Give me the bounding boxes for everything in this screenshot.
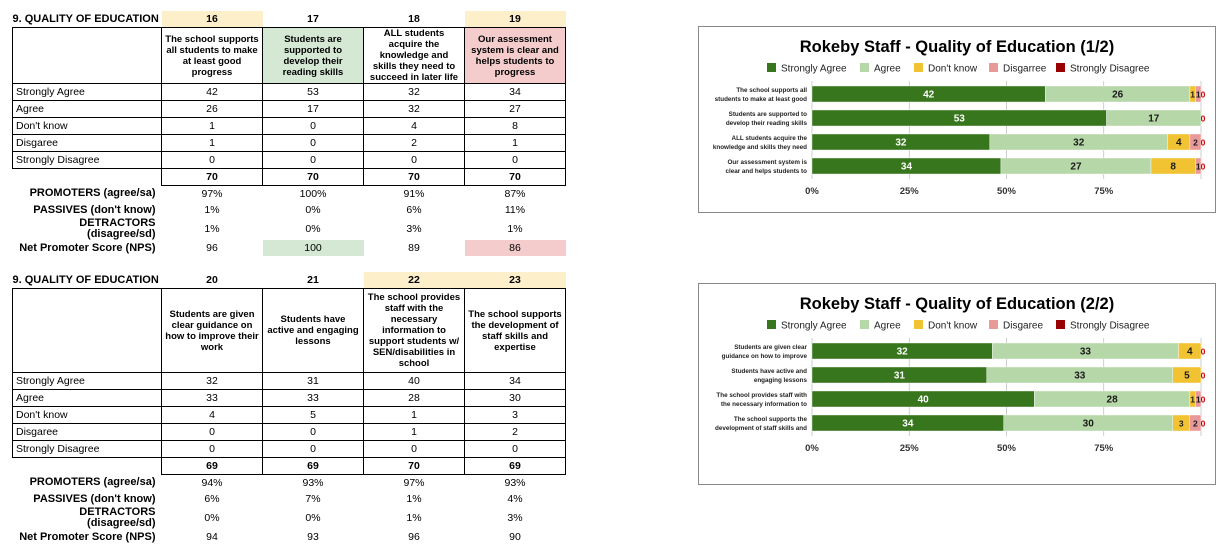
stat-cell: 93%: [302, 476, 324, 489]
row-label: Strongly Agree: [13, 84, 162, 101]
table-cell: 1: [162, 135, 263, 152]
table-cell: 0: [162, 152, 263, 169]
stat-cell: 7%: [305, 492, 321, 505]
stat-cell: 94%: [201, 476, 223, 489]
table-cell: 1: [364, 424, 465, 441]
table-cell: 2: [465, 424, 566, 441]
blank-header: [13, 28, 162, 84]
total-cell: 70: [465, 169, 566, 186]
category-label: Students are given clear: [734, 344, 807, 351]
category-label: develop their reading skills: [725, 120, 807, 127]
question-header: Students are given clear guidance on how to improve their work: [162, 289, 263, 373]
data-label: 0: [1200, 370, 1206, 381]
category-label: The school supports the: [733, 416, 807, 423]
legend-label: Don't know: [928, 63, 978, 75]
legend-swatch: [989, 320, 998, 329]
data-label: 2: [1193, 137, 1198, 148]
table-cell: 32: [364, 84, 465, 101]
data-label: 33: [1079, 346, 1091, 358]
data-label: 1: [1195, 89, 1201, 100]
question-number: 21: [307, 273, 319, 286]
legend-label: Agree: [874, 63, 901, 75]
stat-cell: 0%: [204, 511, 220, 524]
table-cell: 17: [263, 101, 364, 118]
quality-table-2: [12, 272, 566, 545]
category-label: clear and helps students to: [725, 168, 807, 175]
question-header: Students have active and engaging lessons: [263, 289, 364, 373]
table-cell: 8: [465, 118, 566, 135]
question-number: 23: [465, 272, 566, 289]
question-number: 18: [408, 12, 420, 25]
table-cell: 0: [263, 424, 364, 441]
legend-swatch: [767, 320, 776, 329]
data-label: 1: [1190, 89, 1196, 100]
stat-cell: 1%: [406, 511, 422, 524]
table-cell: 0: [465, 152, 566, 169]
table-cell: 31: [263, 373, 364, 390]
data-label: 0: [1200, 346, 1206, 357]
category-label: Our assessment system is: [727, 159, 807, 166]
stat-cell: 97%: [403, 476, 425, 489]
question-number: 19: [465, 11, 566, 28]
question-header: Our assessment system is clear and helps students to progress: [465, 28, 566, 84]
data-label: 32: [896, 346, 908, 358]
total-cell: 69: [162, 458, 263, 475]
row-label: Strongly Disagree: [13, 441, 162, 458]
table-cell: 28: [364, 390, 465, 407]
stat-label: DETRACTORS (disagree/sd): [79, 506, 156, 529]
table-cell: 0: [263, 135, 364, 152]
table-cell: 27: [465, 101, 566, 118]
data-label: 0: [1200, 418, 1206, 429]
data-label: 28: [1106, 394, 1118, 406]
x-tick-label: 50%: [996, 186, 1017, 197]
data-label: 4: [1175, 137, 1182, 149]
category-label: knowledge and skills they need: [712, 144, 807, 151]
table-cell: 0: [364, 152, 465, 169]
table-cell: 40: [364, 373, 465, 390]
data-label: 1: [1195, 394, 1201, 405]
table-cell: 0: [162, 441, 263, 458]
data-label: 0: [1200, 161, 1206, 172]
x-tick-label: 0%: [805, 443, 819, 454]
table-cell: 2: [364, 135, 465, 152]
stat-cell: 100: [263, 240, 364, 256]
category-label: engaging lessons: [753, 377, 807, 384]
row-label: Strongly Disagree: [13, 152, 162, 169]
table-cell: 4: [364, 118, 465, 135]
stat-cell: 4%: [507, 492, 523, 505]
legend-label: Strongly Agree: [781, 63, 847, 75]
stat-label: Net Promoter Score (NPS): [19, 241, 156, 254]
stat-label: PROMOTERS (agree/sa): [29, 187, 156, 200]
stat-cell: 97%: [201, 187, 223, 200]
table-cell: 33: [263, 390, 364, 407]
category-label: The school provides staff with: [716, 392, 807, 399]
stat-cell: 89: [408, 241, 420, 254]
row-label: Agree: [13, 390, 162, 407]
x-tick-label: 50%: [996, 443, 1017, 454]
x-tick-label: 0%: [805, 186, 819, 197]
stat-cell: 96: [206, 241, 218, 254]
legend-swatch: [860, 63, 869, 72]
data-label: 33: [1074, 370, 1086, 382]
data-label: 31: [893, 370, 905, 382]
data-label: 4: [1186, 346, 1193, 358]
row-label: Disgaree: [13, 135, 162, 152]
category-label: development of staff skills and: [714, 425, 807, 432]
data-label: 0: [1200, 113, 1206, 124]
blank-header: [13, 289, 162, 373]
stat-cell: 0%: [305, 222, 321, 235]
category-label: The school supports all: [736, 87, 807, 94]
question-number: 22: [364, 272, 465, 289]
stat-cell: 1%: [204, 222, 220, 235]
data-label: 8: [1170, 161, 1176, 173]
section-title: 9. QUALITY OF EDUCATION: [12, 273, 159, 286]
data-label: 32: [1073, 137, 1085, 149]
data-label: 26: [1112, 89, 1124, 101]
stat-cell: 11%: [504, 203, 526, 216]
table-cell: 30: [465, 390, 566, 407]
total-cell: 70: [364, 458, 465, 475]
table-cell: 0: [465, 441, 566, 458]
legend-swatch: [767, 63, 776, 72]
category-label: the necessary information to: [720, 401, 807, 408]
legend-swatch: [989, 63, 998, 72]
row-label: Don't know: [13, 118, 162, 135]
x-tick-label: 75%: [1094, 186, 1114, 197]
total-label-blank: [13, 458, 162, 475]
chart-panel-2: [698, 283, 1216, 485]
stat-cell: 3%: [406, 222, 422, 235]
table-cell: 0: [263, 152, 364, 169]
category-label: ALL students acquire the: [731, 135, 807, 142]
legend-swatch: [1056, 320, 1065, 329]
legend-label: Strongly Agree: [781, 320, 847, 332]
stat-cell: 100%: [299, 187, 327, 200]
table-cell: 0: [263, 441, 364, 458]
data-label: 40: [917, 394, 929, 406]
table-cell: 32: [162, 373, 263, 390]
section-title: 9. QUALITY OF EDUCATION: [12, 12, 159, 25]
row-label: Disgaree: [13, 424, 162, 441]
total-cell: 69: [465, 458, 566, 475]
data-label: 1: [1195, 161, 1201, 172]
data-label: 53: [953, 113, 965, 125]
question-number: 16: [162, 11, 263, 28]
question-header: The school supports the development of staff skills and expertise: [465, 289, 566, 373]
data-label: 30: [1082, 418, 1094, 430]
total-cell: 70: [364, 169, 465, 186]
legend-label: Agree: [874, 320, 901, 332]
x-tick-label: 25%: [899, 443, 919, 454]
stat-cell: 1%: [204, 203, 220, 216]
table-cell: 34: [465, 373, 566, 390]
x-tick-label: 25%: [899, 186, 919, 197]
table-cell: 3: [465, 407, 566, 424]
stat-cell: 0%: [305, 511, 321, 524]
row-label: Strongly Agree: [13, 373, 162, 390]
table-cell: 33: [162, 390, 263, 407]
stat-label: PASSIVES (don't know): [33, 492, 156, 505]
stat-cell: 86: [465, 240, 566, 256]
data-label: 34: [902, 418, 914, 430]
table-cell: 53: [263, 84, 364, 101]
category-label: Students have active and: [731, 368, 807, 375]
chart-title: Rokeby Staff - Quality of Education (1/2): [799, 38, 1115, 56]
data-label: 27: [1070, 161, 1082, 173]
stat-cell: 93: [307, 530, 319, 543]
data-label: 2: [1192, 418, 1198, 429]
table-cell: 32: [364, 101, 465, 118]
stat-cell: 1%: [507, 222, 523, 235]
table-cell: 1: [364, 407, 465, 424]
question-header: Students are supported to develop their reading skills: [263, 28, 364, 84]
data-label: 42: [923, 89, 935, 101]
data-label: 5: [1184, 370, 1190, 382]
table-cell: 26: [162, 101, 263, 118]
table-cell: 1: [465, 135, 566, 152]
table-cell: 34: [465, 84, 566, 101]
total-cell: 70: [162, 169, 263, 186]
stat-cell: 91%: [403, 187, 425, 200]
table-cell: 5: [263, 407, 364, 424]
stat-label: Net Promoter Score (NPS): [19, 530, 156, 543]
quality-table-1: [12, 11, 566, 256]
data-label: 32: [895, 137, 907, 149]
row-label: Don't know: [13, 407, 162, 424]
stat-cell: 93%: [504, 476, 526, 489]
row-label: Agree: [13, 101, 162, 118]
stacked-bar-chart-2: [699, 284, 1215, 484]
legend-label: Disgarree: [1003, 63, 1047, 75]
stacked-bar-chart-1: [699, 27, 1215, 212]
question-header: The school supports all students to make at least good progress: [162, 28, 263, 84]
question-number: 20: [206, 273, 218, 286]
table-cell: 4: [162, 407, 263, 424]
legend-label: Don't know: [928, 320, 978, 332]
legend-swatch: [914, 63, 923, 72]
data-label: 0: [1200, 89, 1206, 100]
question-header: ALL students acquire the knowledge and skills they need to succeed in later life: [364, 28, 465, 84]
legend-label: Strongly Disagree: [1070, 63, 1150, 75]
stat-cell: 90: [509, 530, 521, 543]
table-cell: 0: [263, 118, 364, 135]
category-label: students to make at least good: [714, 96, 807, 103]
table-cell: 42: [162, 84, 263, 101]
stat-label: PROMOTERS (agree/sa): [29, 476, 156, 489]
table-cell: 1: [162, 118, 263, 135]
stat-cell: 87%: [504, 187, 526, 200]
stat-cell: 3%: [507, 511, 523, 524]
stat-cell: 6%: [204, 492, 220, 505]
total-cell: 70: [263, 169, 364, 186]
stat-label: DETRACTORS (disagree/sd): [79, 217, 156, 240]
data-label: 17: [1148, 113, 1160, 125]
x-tick-label: 75%: [1094, 443, 1114, 454]
table-cell: 0: [162, 424, 263, 441]
stat-label: PASSIVES (don't know): [33, 203, 156, 216]
stat-cell: 6%: [406, 203, 422, 216]
total-cell: 69: [263, 458, 364, 475]
stat-cell: 96: [408, 530, 420, 543]
category-label: Students are supported to: [728, 111, 807, 118]
data-label: 0: [1200, 394, 1206, 405]
stat-cell: 1%: [406, 492, 422, 505]
legend-label: Strongly Disagree: [1070, 320, 1150, 332]
chart-panel-1: [698, 26, 1216, 213]
data-label: 3: [1178, 418, 1184, 429]
data-label: 1: [1190, 394, 1196, 405]
legend-swatch: [860, 320, 869, 329]
table-cell: 0: [364, 441, 465, 458]
data-label: 0: [1200, 137, 1206, 148]
legend-swatch: [1056, 63, 1065, 72]
total-label-blank: [13, 169, 162, 186]
category-label: guidance on how to improve: [721, 353, 807, 360]
question-number: 17: [307, 12, 319, 25]
legend-swatch: [914, 320, 923, 329]
legend-label: Disgaree: [1003, 320, 1044, 332]
stat-cell: 0%: [305, 203, 321, 216]
stat-cell: 94: [206, 530, 218, 543]
data-label: 34: [900, 161, 913, 173]
chart-title: Rokeby Staff - Quality of Education (2/2): [799, 295, 1115, 313]
question-header: The school provides staff with the necessary information to support students w/ SEN/disabilities in school: [364, 289, 465, 373]
